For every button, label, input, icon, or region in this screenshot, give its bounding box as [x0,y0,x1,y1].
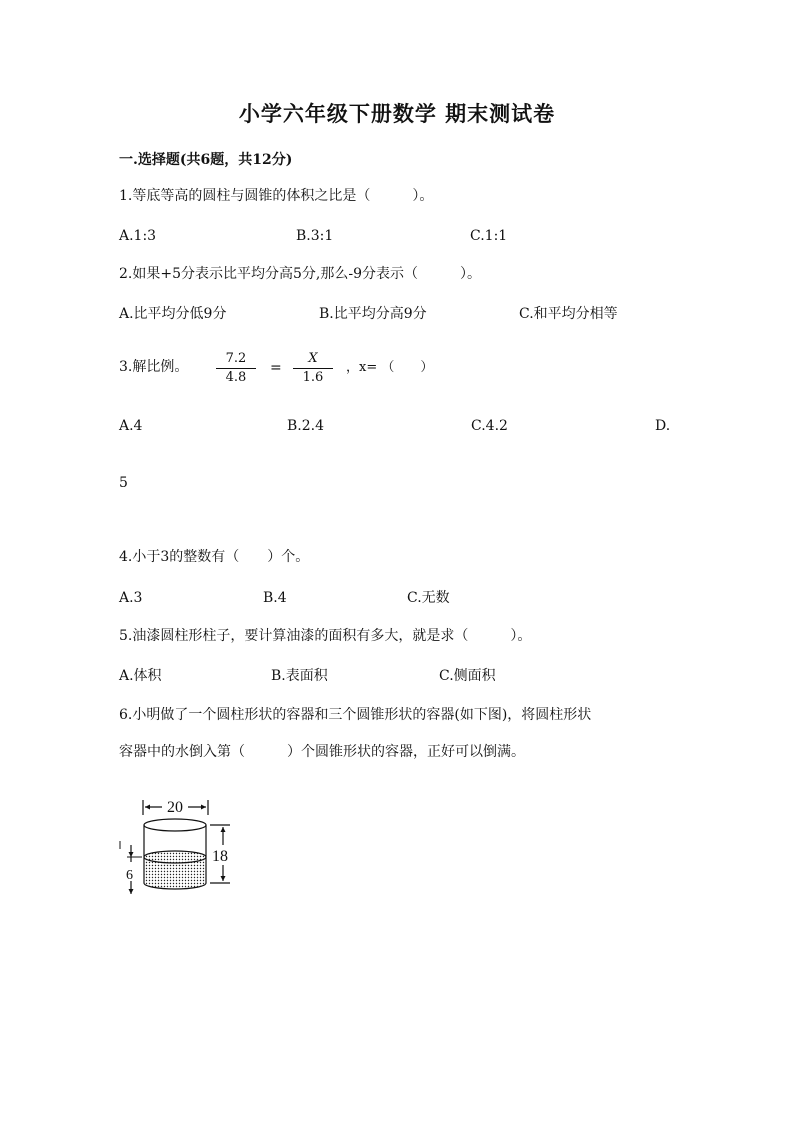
question-2-text: 2.如果+5分表示比平均分高5分,那么-9分表示（ ）。 [119,266,481,282]
question-3-option-a[interactable]: A.4 [119,418,143,434]
question-3-option-c[interactable]: C.4.2 [471,418,508,434]
question-3-option-d[interactable]: D. [655,418,671,434]
water-surface [144,851,206,863]
question-3-prefix: 3.解比例。 [119,359,189,375]
page-title: 小学六年级下册数学 期末测试卷 [238,101,556,126]
question-2-option-a[interactable]: A.比平均分低9分 [119,306,227,322]
cylinder-figure [118,795,238,900]
question-4-option-a[interactable]: A.3 [119,590,143,606]
question-6-line-2: 容器中的水倒入第（ ）个圆锥形状的容器，正好可以倒满。 [119,744,525,760]
cylinder-top [144,819,206,831]
water-label: 6 [126,868,133,883]
question-1-text: 1.等底等高的圆柱与圆锥的体积之比是（ ）。 [119,188,434,204]
question-1-option-b[interactable]: B.3:1 [296,228,334,244]
question-3-fraction-right [293,351,333,386]
question-5-option-b[interactable]: B.表面积 [271,668,328,684]
question-1-option-a[interactable]: A.1:3 [119,228,157,244]
question-3-option-d-value: 5 [119,475,128,491]
water-arrow-bottom [129,889,134,894]
question-6-line-1: 6.小明做了一个圆柱形状的容器和三个圆锥形状的容器(如下图)，将圆柱形状 [119,707,592,723]
question-1-option-c[interactable]: C.1:1 [470,228,508,244]
fraction-right-numerator: X [293,351,333,369]
water-arrow-top [129,852,134,857]
question-3-equals: = [270,360,282,376]
question-3-option-b[interactable]: B.2.4 [287,418,325,434]
height-label: 18 [212,848,228,865]
question-5-option-a[interactable]: A.体积 [119,668,162,684]
width-arrow-left [145,805,150,810]
question-2-option-b[interactable]: B.比平均分高9分 [319,306,427,322]
question-5-text: 5.油漆圆柱形柱子，要计算油漆的面积有多大，就是求（ ）。 [119,628,532,644]
question-3-fraction-left [216,351,256,386]
question-4-text: 4.小于3的整数有（ ）个。 [119,549,310,565]
question-5-option-c[interactable]: C.侧面积 [439,668,496,684]
width-label: 20 [167,799,183,816]
width-arrow-right [201,805,206,810]
question-3-suffix: ，x= （ ） [346,360,434,375]
section-heading: 一.选择题(共6题，共12分) [119,152,293,168]
fraction-left-numerator: 7.2 [216,351,256,369]
fraction-left-denominator: 4.8 [225,370,247,385]
fraction-right-denominator: 1.6 [302,370,324,385]
question-2-option-c[interactable]: C.和平均分相等 [519,306,618,322]
cylinder-diagram [118,795,238,900]
height-arrow-bottom [221,876,226,881]
question-4-option-c[interactable]: C.无数 [407,590,450,606]
height-arrow-top [221,827,226,832]
question-4-option-b[interactable]: B.4 [263,590,287,606]
